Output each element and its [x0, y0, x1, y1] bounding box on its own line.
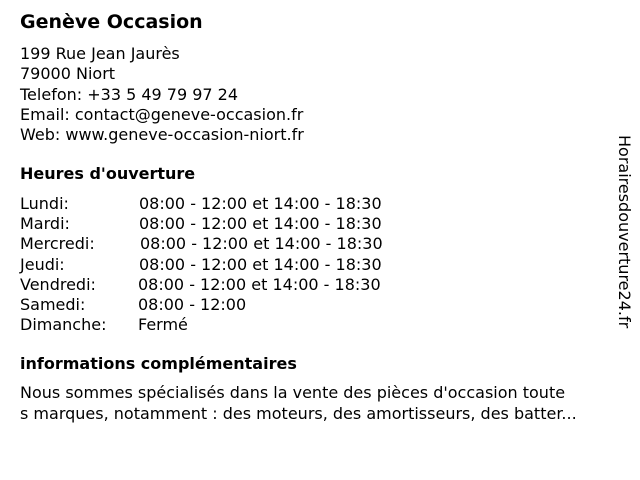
- site-watermark: Horairesdouverture24.fr: [615, 135, 634, 329]
- time-range: 08:00 - 12:00 et 14:00 - 18:30: [139, 254, 382, 274]
- day-label: Dimanche:: [20, 315, 107, 335]
- website-link[interactable]: Web: www.geneve-occasion-niort.fr: [20, 125, 304, 145]
- info-line-1: Nous sommes spécialisés dans la vente des pièces d'occasion toute: [20, 383, 566, 402]
- hours-row-sunday: [20, 315, 383, 335]
- time-range: 08:00 - 12:00 et 14:00 - 18:30: [138, 274, 381, 294]
- hours-row-wednesday: [20, 234, 383, 254]
- additional-info-heading: informations complémentaires: [20, 354, 297, 373]
- time-range: 08:00 - 12:00 et 14:00 - 18:30: [139, 214, 382, 234]
- day-label: Mardi:: [20, 214, 70, 234]
- time-range: Fermé: [138, 315, 188, 335]
- opening-hours-table: [20, 194, 383, 335]
- day-label: Lundi:: [20, 194, 69, 213]
- additional-info-text: [20, 383, 630, 424]
- business-name: Genève Occasion: [20, 11, 203, 33]
- hours-row-saturday: [20, 295, 383, 315]
- email-address[interactable]: Email: contact@geneve-occasion.fr: [20, 104, 304, 124]
- contact-block: [20, 44, 304, 145]
- street-address: 199 Rue Jean Jaurès: [20, 44, 180, 63]
- day-label: Jeudi:: [20, 254, 65, 274]
- time-range: 08:00 - 12:00: [138, 294, 247, 314]
- phone-number[interactable]: Telefon: +33 5 49 79 97 24: [20, 84, 239, 104]
- day-label: Mercredi:: [20, 234, 95, 254]
- time-range: 08:00 - 12:00 et 14:00 - 18:30: [139, 194, 382, 213]
- opening-hours-heading: Heures d'ouverture: [20, 164, 196, 183]
- hours-row-tuesday: [20, 214, 383, 234]
- day-label: Vendredi:: [20, 274, 96, 294]
- hours-row-friday: [20, 275, 383, 295]
- hours-row-monday: [20, 194, 383, 214]
- time-range: 08:00 - 12:00 et 14:00 - 18:30: [140, 234, 383, 254]
- hours-row-thursday: [20, 255, 383, 275]
- info-line-2: s marques, notamment : des moteurs, des amortisseurs, des batter...: [20, 403, 577, 423]
- day-label: Samedi:: [20, 294, 86, 314]
- city-postal: 79000 Niort: [20, 64, 116, 84]
